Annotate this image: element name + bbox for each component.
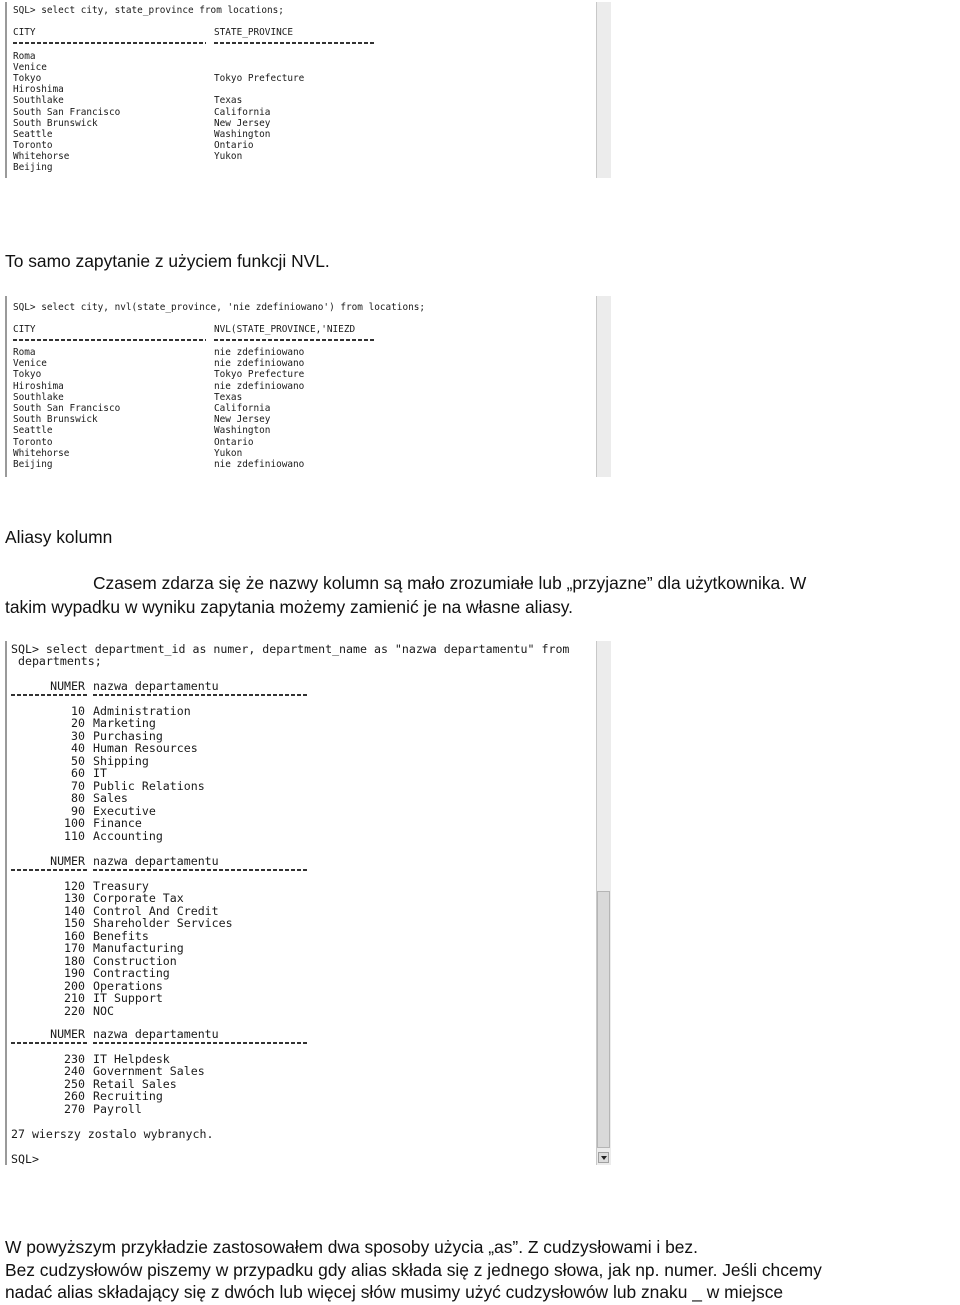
department-id-cell: 210	[64, 991, 85, 1006]
state-cell: Ontario	[214, 436, 254, 448]
department-id-cell: 50	[71, 753, 85, 768]
header-underline	[13, 42, 206, 44]
department-name-cell: Shareholder Services	[93, 916, 233, 931]
department-name-cell: Purchasing	[93, 728, 163, 743]
department-id-cell: 170	[64, 941, 85, 956]
department-id-cell: 100	[64, 816, 85, 831]
state-cell: California	[214, 403, 271, 414]
department-name-cell: Benefits	[93, 928, 149, 943]
sqlplus-screenshot-aliases	[5, 641, 611, 1165]
paragraph-line: nadać alias składający się z dwóch lub więcej słów musimy użyć cudzysłowów lub znaku _ w miejsce	[5, 1282, 784, 1302]
department-name-cell: Treasury	[93, 879, 149, 893]
state-cell: nie zdefiniowano	[214, 358, 305, 370]
column-header-state: STATE_PROVINCE	[214, 27, 294, 38]
city-cell: Toronto	[13, 436, 53, 448]
department-name-cell: Recruiting	[93, 1089, 163, 1104]
header-underline	[93, 869, 307, 871]
state-cell: nie zdefiniowano	[214, 347, 305, 358]
department-name-cell: IT Support	[93, 991, 163, 1006]
final-sql-prompt: SQL>	[11, 1152, 39, 1165]
header-underline	[214, 339, 376, 341]
department-id-cell: 40	[71, 741, 85, 756]
column-header-nvl: NVL(STATE_PROVINCE,'NIEZD	[214, 324, 356, 335]
state-cell: Texas	[214, 391, 243, 403]
department-name-cell: Public Relations	[93, 778, 205, 793]
city-cell: South San Francisco	[13, 106, 121, 118]
department-id-cell: 70	[71, 778, 85, 793]
department-name-cell: Sales	[93, 791, 128, 806]
department-id-cell: 260	[64, 1089, 85, 1104]
state-cell: Ontario	[214, 139, 254, 151]
city-cell: Roma	[13, 347, 36, 358]
header-underline	[13, 339, 206, 341]
department-name-cell: Manufacturing	[93, 941, 184, 956]
department-id-cell: 240	[64, 1064, 85, 1079]
caption-nvl: To samo zapytanie z użyciem funkcji NVL.	[5, 251, 330, 271]
city-cell: Toronto	[13, 139, 53, 151]
sqlplus-screenshot-nvl	[5, 296, 611, 477]
department-id-cell: 140	[64, 903, 85, 918]
department-id-cell: 110	[64, 828, 85, 843]
department-name-cell: Shipping	[93, 753, 149, 768]
header-underline	[11, 694, 87, 696]
department-id-cell: 30	[71, 728, 85, 743]
department-name-cell: IT	[93, 766, 107, 781]
paragraph-line: Bez cudzysłowów piszemy w przypadku gdy alias składa się z jednego słowa, jak np. numer. Jeśli chcemy	[5, 1260, 822, 1280]
scrollbar[interactable]	[596, 2, 611, 178]
city-cell: Hiroshima	[13, 380, 64, 392]
city-cell: Seattle	[13, 425, 53, 437]
header-underline	[214, 42, 376, 44]
state-cell: Texas	[214, 95, 243, 107]
header-underline	[93, 1042, 307, 1044]
rows-selected-footer: 27 wierszy zostalo wybranych.	[11, 1127, 214, 1141]
state-cell: Tokyo Prefecture	[214, 73, 305, 85]
state-cell: Yukon	[214, 150, 243, 162]
department-id-cell: 180	[64, 953, 85, 968]
city-cell: Whitehorse	[13, 447, 70, 459]
city-cell: Tokyo	[13, 369, 42, 381]
sql-prompt: SQL> select department_id as numer, department_name as "nazwa departamentu" from	[11, 642, 570, 656]
column-header-nazwa: nazwa departamentu	[93, 854, 219, 868]
department-id-cell: 270	[64, 1101, 85, 1116]
department-name-cell: Retail Sales	[93, 1076, 177, 1091]
state-cell: California	[214, 106, 271, 118]
department-name-cell: Control And Credit	[93, 903, 219, 918]
city-cell: Tokyo	[13, 73, 42, 85]
column-header-nazwa: nazwa departamentu	[93, 679, 219, 693]
state-cell: New Jersey	[214, 117, 271, 129]
department-name-cell: Construction	[93, 953, 177, 968]
department-name-cell: Accounting	[93, 828, 163, 843]
city-cell: Venice	[13, 358, 47, 370]
department-name-cell: Finance	[93, 816, 142, 831]
department-name-cell: Human Resources	[93, 741, 198, 756]
city-cell: Beijing	[13, 162, 53, 173]
section-heading: Aliasy kolumn	[5, 527, 113, 547]
department-id-cell: 200	[64, 978, 85, 993]
column-header-numer: NUMER	[50, 679, 85, 693]
department-id-cell: 90	[71, 803, 85, 818]
state-cell: Washington	[214, 128, 271, 140]
header-underline	[11, 1042, 87, 1044]
department-name-cell: Executive	[93, 803, 156, 818]
department-name-cell: Corporate Tax	[93, 891, 184, 906]
department-name-cell: Operations	[93, 978, 163, 993]
department-id-cell: 20	[71, 716, 85, 731]
paragraph-line: takim wypadku w wyniku zapytania możemy zamienić je na własne aliasy.	[5, 597, 574, 617]
column-header-city: CITY	[13, 27, 36, 38]
header-underline	[11, 869, 87, 871]
city-cell: South Brunswick	[13, 117, 98, 129]
city-cell: Roma	[13, 51, 36, 62]
column-header-numer: NUMER	[50, 1027, 85, 1041]
city-cell: Whitehorse	[13, 150, 70, 162]
state-cell: Washington	[214, 425, 271, 437]
department-name-cell: Marketing	[93, 716, 156, 731]
department-id-cell: 190	[64, 966, 85, 981]
scrollbar[interactable]	[596, 296, 611, 477]
department-name-cell: Contracting	[93, 966, 170, 981]
department-id-cell: 120	[64, 879, 85, 893]
header-underline	[93, 694, 307, 696]
city-cell: Beijing	[13, 459, 53, 470]
city-cell: South Brunswick	[13, 414, 98, 426]
department-name-cell: Administration	[93, 704, 191, 718]
sqlplus-screenshot-locations	[5, 2, 611, 178]
department-id-cell: 220	[64, 1003, 85, 1018]
city-cell: South San Francisco	[13, 403, 121, 414]
department-name-cell: Payroll	[93, 1101, 142, 1116]
paragraph-line: W powyższym przykładzie zastosowałem dwa sposoby użycia „as”. Z cudzysłowami i bez.	[5, 1237, 698, 1257]
scrollbar[interactable]	[596, 641, 611, 1165]
department-id-cell: 60	[71, 766, 85, 781]
scroll-down-arrow-icon[interactable]	[598, 1152, 609, 1163]
department-id-cell: 10	[71, 704, 85, 718]
city-cell: Southlake	[13, 391, 64, 403]
department-id-cell: 160	[64, 928, 85, 943]
column-header-numer: NUMER	[50, 854, 85, 868]
city-cell: Venice	[13, 62, 47, 74]
department-name-cell: IT Helpdesk	[93, 1052, 170, 1066]
department-name-cell: Government Sales	[93, 1064, 205, 1079]
city-cell: Seattle	[13, 128, 53, 140]
state-cell: nie zdefiniowano	[214, 459, 305, 470]
paragraph-line: Czasem zdarza się że nazwy kolumn są mało zrozumiałe lub „przyjazne” dla użytkownika. W	[93, 573, 807, 593]
state-cell: New Jersey	[214, 414, 271, 426]
sql-prompt: SQL> select city, state_province from locations;	[13, 5, 284, 16]
department-id-cell: 80	[71, 791, 85, 806]
department-id-cell: 250	[64, 1076, 85, 1091]
state-cell: nie zdefiniowano	[214, 380, 305, 392]
city-cell: Hiroshima	[13, 84, 64, 96]
state-cell: Yukon	[214, 447, 243, 459]
department-id-cell: 150	[64, 916, 85, 931]
city-cell: Southlake	[13, 95, 64, 107]
column-header-nazwa: nazwa departamentu	[93, 1027, 219, 1041]
state-cell: Tokyo Prefecture	[214, 369, 305, 381]
department-name-cell: NOC	[93, 1003, 114, 1018]
column-header-city: CITY	[13, 324, 36, 335]
department-id-cell: 230	[64, 1052, 85, 1066]
scrollbar-thumb[interactable]	[597, 891, 610, 1148]
department-id-cell: 130	[64, 891, 85, 906]
sql-prompt-continued: departments;	[11, 654, 102, 668]
sql-prompt: SQL> select city, nvl(state_province, 'nie zdefiniowano') from locations;	[13, 302, 426, 313]
